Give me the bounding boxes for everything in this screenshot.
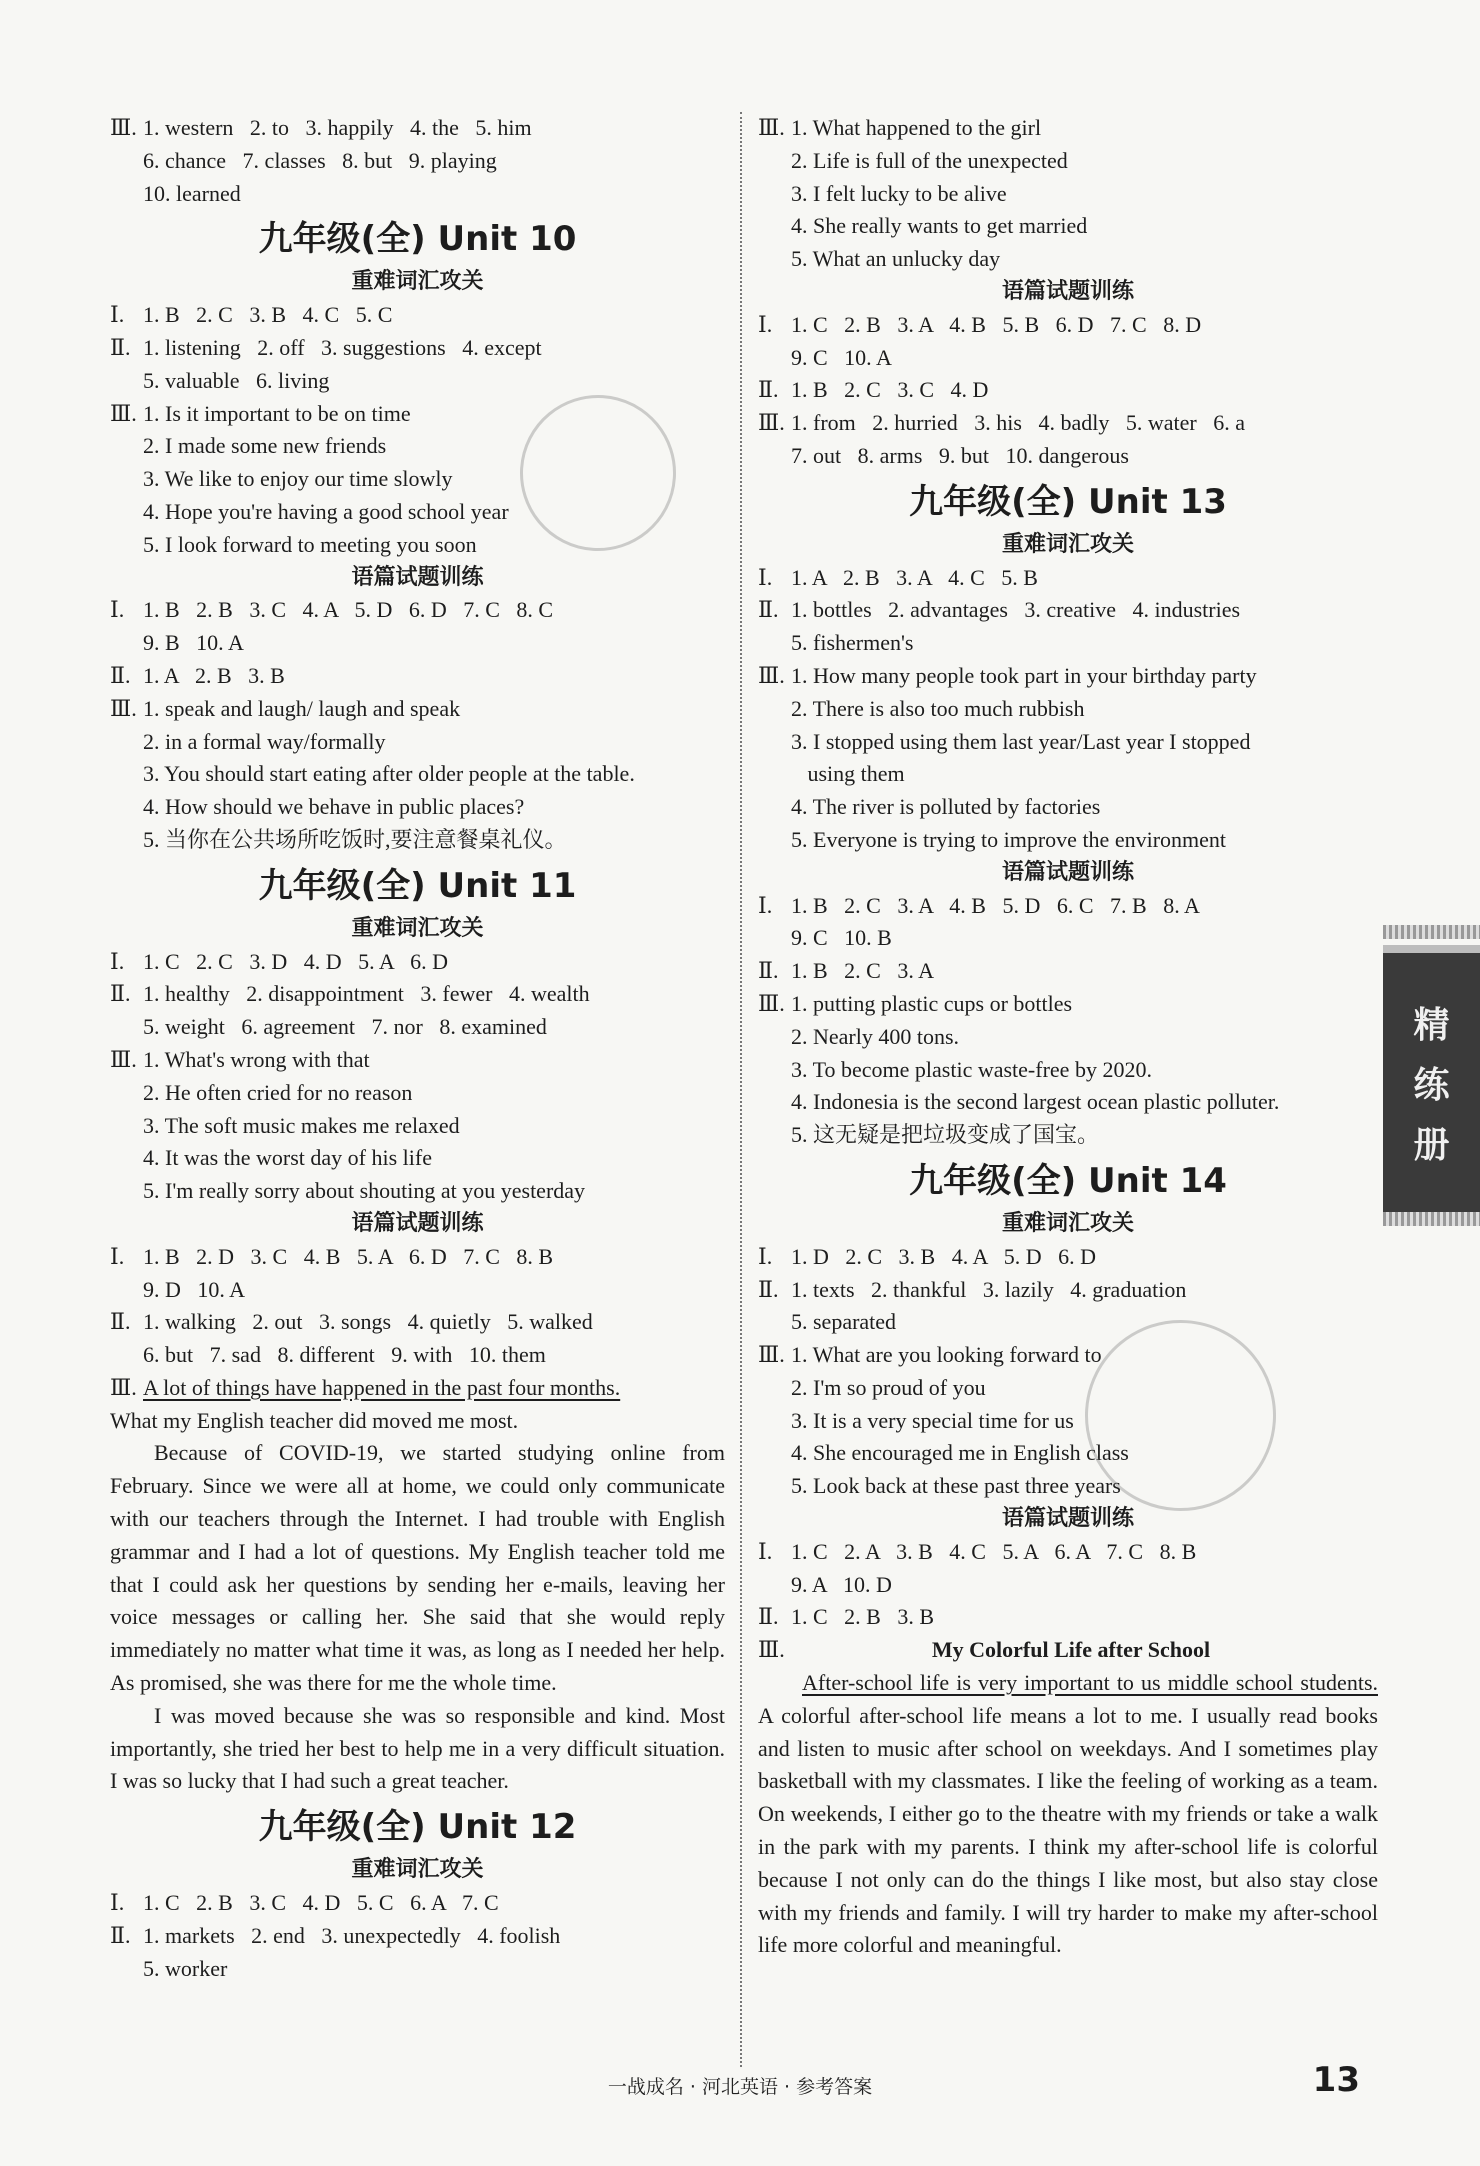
answer-line xyxy=(758,374,1378,407)
answer-text: 2. I'm so proud of you xyxy=(791,1374,986,1400)
unit13-vocab-title: 重难词汇攻关 xyxy=(1001,531,1134,557)
section-marker: Ⅲ. xyxy=(110,695,137,721)
answer-line xyxy=(110,1044,725,1077)
answer-line xyxy=(110,1011,725,1044)
unit10-reading-title: 语篇试题训练 xyxy=(351,564,484,590)
section-marker: Ⅱ. xyxy=(110,662,131,688)
answer-line xyxy=(110,1306,725,1339)
answer-text: 3. The soft music makes me relaxed xyxy=(143,1112,460,1138)
unit10-vocab-title: 重难词汇攻关 xyxy=(351,269,484,295)
answer-text: 5. Look back at these past three years xyxy=(791,1473,1121,1499)
answer-text: 5. I'm really sorry about shouting at you yesterday xyxy=(143,1178,586,1204)
unit11-vocab-title: 重难词汇攻关 xyxy=(351,915,484,941)
unit11-essay-p3: I was moved because she was so responsible and kind. Most importantly, she tried her best to help me in a very difficult situation. I was so lucky that I had such a great teacher. xyxy=(110,1702,725,1794)
answer-line xyxy=(758,1470,1378,1503)
left-column xyxy=(110,112,725,1985)
answer-line xyxy=(758,594,1378,627)
answer-line xyxy=(758,1569,1378,1602)
section-marker: Ⅱ. xyxy=(758,958,779,984)
answer-text: 9. D 10. A xyxy=(143,1276,246,1302)
section-marker: Ⅰ. xyxy=(758,892,773,918)
unit14-vocab-title: 重难词汇攻关 xyxy=(1001,1210,1134,1236)
section-marker: Ⅱ. xyxy=(758,1604,779,1630)
answer-line xyxy=(758,1241,1378,1274)
essay-body: A colorful after-school life means a lot to me. I usually read books and listen to music after school on weekdays. And I sometimes play basketball with my classmates. I like the feeling of working as a team. On weekends, I either go to the theatre with my friends or take a walk in the park with my parents. I think my after-school life is colorful because I not only can do the things I like most, but also stay close with my friends and family. I will try harder to make my after-school life more colorful and meaningful. xyxy=(758,1702,1378,1958)
unit11-essay-p1: What my English teacher did moved me most. xyxy=(110,1407,519,1433)
unit14-reading xyxy=(758,1536,1378,1634)
unit12-vocab-cont xyxy=(758,112,1378,276)
answer-text: 6. but 7. sad 8. different 9. with 10. them xyxy=(143,1342,546,1368)
answer-line xyxy=(110,1274,725,1307)
answer-text: 3. You should start eating after older people at the table. xyxy=(143,761,635,787)
answer-text: 1. Is it important to be on time xyxy=(143,400,411,426)
answer-text: 1. markets 2. end 3. unexpectedly 4. foolish xyxy=(143,1922,561,1948)
answer-line xyxy=(110,1241,725,1274)
answer-line xyxy=(758,210,1378,243)
answer-text: 3. We like to enjoy our time slowly xyxy=(143,466,453,492)
answer-line xyxy=(110,1110,725,1143)
section-marker: Ⅰ. xyxy=(758,1243,773,1269)
essay-title: My Colorful Life after School xyxy=(931,1637,1211,1663)
answer-text: 3. I stopped using them last year/Last year I stopped xyxy=(791,728,1251,754)
answer-text: 9. A 10. D xyxy=(791,1571,892,1597)
answer-line xyxy=(758,1021,1378,1054)
answer-text: 1. B 2. B 3. C 4. A 5. D 6. D 7. C 8. C xyxy=(143,597,554,623)
unit11-title: 九年级(全) Unit 11 xyxy=(258,865,577,906)
side-tab-char: 精 xyxy=(1413,1004,1450,1046)
answer-line xyxy=(110,332,725,365)
answer-line xyxy=(110,693,725,726)
answer-line xyxy=(110,1887,725,1920)
answer-line xyxy=(110,791,725,824)
essay-topic-sentence: A lot of things have happened in the past four months. xyxy=(143,1374,621,1400)
answer-text: 7. out 8. arms 9. but 10. dangerous xyxy=(791,442,1129,468)
answer-line xyxy=(110,1953,725,1986)
answer-text: 3. It is a very special time for us xyxy=(791,1407,1074,1433)
answer-line xyxy=(110,365,725,398)
answer-line xyxy=(758,726,1378,759)
column-divider xyxy=(740,112,742,2067)
unit14-essay xyxy=(758,1667,1378,1962)
unit10-reading xyxy=(110,594,725,856)
answer-text: 4. The river is polluted by factories xyxy=(791,794,1101,820)
answer-text: 4. How should we behave in public places? xyxy=(143,794,525,820)
answer-text: 1. listening 2. off 3. suggestions 4. except xyxy=(143,334,542,360)
answer-text: 5. valuable 6. living xyxy=(143,367,330,393)
section-marker: Ⅲ. xyxy=(758,1342,785,1368)
answer-text: 4. Hope you're having a good school year xyxy=(143,498,509,524)
answer-text: 4. She encouraged me in English class xyxy=(791,1440,1129,1466)
answer-line xyxy=(110,1175,725,1208)
answer-text: 6. chance 7. classes 8. but 9. playing xyxy=(143,147,497,173)
answer-text: 1. B 2. C 3. B 4. C 5. C xyxy=(143,302,393,328)
answer-text: 5. fishermen's xyxy=(791,630,914,656)
unit9-tail xyxy=(110,112,725,210)
answer-line xyxy=(758,988,1378,1021)
answer-line xyxy=(110,1077,725,1110)
answer-text: 1. What are you looking forward to xyxy=(791,1342,1102,1368)
answer-line xyxy=(758,342,1378,375)
answer-text: 10. learned xyxy=(143,180,241,206)
tab-stripe xyxy=(1383,925,1480,939)
unit13-reading xyxy=(758,890,1378,1152)
answer-line xyxy=(758,112,1378,145)
answer-text: 1. D 2. C 3. B 4. A 5. D 6. D xyxy=(791,1243,1096,1269)
section-marker: Ⅱ. xyxy=(758,377,779,403)
answer-text: 2. Nearly 400 tons. xyxy=(791,1023,960,1049)
answer-text: 1. What happened to the girl xyxy=(791,115,1042,140)
section-marker: Ⅲ. xyxy=(110,400,137,426)
answer-line xyxy=(758,178,1378,211)
answer-text: 5. 这无疑是把垃圾变成了国宝。 xyxy=(791,1122,1100,1148)
answer-text: 1. western 2. to 3. happily 4. the 5. him xyxy=(143,115,532,140)
section-marker: Ⅰ. xyxy=(758,311,773,337)
unit12-vocab-title: 重难词汇攻关 xyxy=(351,1857,484,1883)
answer-text: 1. speak and laugh/ laugh and speak xyxy=(143,695,461,721)
answer-line xyxy=(110,824,725,857)
unit11-vocab xyxy=(110,946,725,1208)
section-marker: Ⅰ. xyxy=(110,302,125,328)
answer-text: 1. walking 2. out 3. songs 4. quietly 5. walked xyxy=(143,1309,593,1335)
answer-line xyxy=(110,1142,725,1175)
answer-line xyxy=(758,1086,1378,1119)
answer-text: 1. What's wrong with that xyxy=(143,1046,370,1072)
answer-text: 4. She really wants to get married xyxy=(791,213,1088,239)
answer-text: 4. It was the worst day of his life xyxy=(143,1145,432,1171)
answer-text: 9. C 10. B xyxy=(791,925,892,951)
answer-line xyxy=(110,1920,725,1953)
section-marker: Ⅱ. xyxy=(110,334,131,360)
section-marker: Ⅱ. xyxy=(110,981,131,1007)
answer-line xyxy=(758,1405,1378,1438)
answer-line xyxy=(758,1339,1378,1372)
answer-text: 1. C 2. A 3. B 4. C 5. A 6. A 7. C 8. B xyxy=(791,1538,1197,1564)
side-tab xyxy=(1383,945,1480,1226)
answer-text: 1. bottles 2. advantages 3. creative 4. industries xyxy=(791,597,1241,623)
answer-text: 5. separated xyxy=(791,1309,897,1335)
answer-text: 1. from 2. hurried 3. his 4. badly 5. water 6. a xyxy=(791,410,1245,436)
answer-line xyxy=(758,758,1378,791)
answer-text: 5. 当你在公共场所吃饭时,要注意餐桌礼仪。 xyxy=(143,826,567,852)
answer-line xyxy=(110,1339,725,1372)
answer-line xyxy=(110,112,725,145)
page-footer: 一战成名 · 河北英语 · 参考答案 xyxy=(607,2076,873,2098)
answer-line xyxy=(758,1054,1378,1087)
answer-text: 2. He often cried for no reason xyxy=(143,1079,413,1105)
section-marker: Ⅱ. xyxy=(110,1922,131,1948)
section-marker: Ⅱ. xyxy=(110,1309,131,1335)
answer-line xyxy=(758,1437,1378,1470)
answer-text: 1. healthy 2. disappointment 3. fewer 4. wealth xyxy=(143,981,590,1007)
answer-text: 1. How many people took part in your birthday party xyxy=(791,662,1257,688)
answer-line xyxy=(758,1601,1378,1634)
section-marker: Ⅰ. xyxy=(758,564,773,590)
answer-line xyxy=(758,440,1378,473)
answer-text: 5. What an unlucky day xyxy=(791,246,1001,272)
answer-line xyxy=(758,627,1378,660)
answer-line xyxy=(758,1274,1378,1307)
answer-line xyxy=(758,243,1378,276)
essay-topic-sentence: After-school life is very important to us middle school students. xyxy=(802,1670,1378,1696)
unit11-reading-title: 语篇试题训练 xyxy=(351,1210,484,1236)
unit13-reading-title: 语篇试题训练 xyxy=(1001,859,1134,885)
answer-line xyxy=(758,660,1378,693)
unit12-title: 九年级(全) Unit 12 xyxy=(258,1807,577,1848)
unit13-title: 九年级(全) Unit 13 xyxy=(909,481,1227,522)
answer-text: 5. I look forward to meeting you soon xyxy=(143,531,477,557)
unit10-title: 九年级(全) Unit 10 xyxy=(258,219,577,260)
section-marker: Ⅰ. xyxy=(758,1538,773,1564)
answer-line xyxy=(758,1536,1378,1569)
answer-text: 1. B 2. D 3. C 4. B 5. A 6. D 7. C 8. B xyxy=(143,1243,554,1269)
tab-stripe xyxy=(1383,1212,1480,1226)
answer-text: 4. Indonesia is the second largest ocean plastic polluter. xyxy=(791,1089,1280,1115)
unit14-vocab xyxy=(758,1241,1378,1503)
answer-line xyxy=(758,309,1378,342)
unit14-essay-title-line xyxy=(758,1634,1378,1667)
answer-line xyxy=(110,758,725,791)
unit12-vocab xyxy=(110,1887,725,1985)
section-marker: Ⅱ. xyxy=(758,1276,779,1302)
answer-line xyxy=(758,824,1378,857)
answer-text: 2. There is also too much rubbish xyxy=(791,695,1085,721)
answer-text: 2. I made some new friends xyxy=(143,433,387,459)
unit11-essay-p2: Because of COVID-19, we started studying online from February. Since we were all at home, we could only communicate with our teachers through the Internet. I had trouble with English grammar and I had a lot of questions. My English teacher told me that I could ask her questions by sending her e-mails, leaving her voice messages or calling her. She said that she would reply immediately no matter what time it was, as long as I needed her help. As promised, she was there for me the whole time. xyxy=(110,1440,725,1696)
section-marker: Ⅲ. xyxy=(110,1374,137,1400)
section-marker: Ⅰ. xyxy=(110,1890,125,1916)
section-marker: Ⅰ. xyxy=(110,1243,125,1269)
answer-line xyxy=(758,922,1378,955)
side-tab-char: 册 xyxy=(1413,1124,1450,1166)
answer-line xyxy=(110,946,725,979)
answer-text: 1. texts 2. thankful 3. lazily 4. graduation xyxy=(791,1276,1187,1302)
answer-text: 1. C 2. B 3. C 4. D 5. C 6. A 7. C xyxy=(143,1890,499,1916)
answer-line xyxy=(758,693,1378,726)
answer-text: 1. putting plastic cups or bottles xyxy=(791,990,1073,1016)
section-marker: Ⅰ. xyxy=(110,948,125,974)
side-tab-char: 练 xyxy=(1413,1064,1450,1106)
answer-text: 1. C 2. B 3. B xyxy=(791,1604,935,1630)
answer-text: 2. Life is full of the unexpected xyxy=(791,147,1068,173)
answer-line xyxy=(110,178,725,211)
unit11-essay-first-line xyxy=(110,1372,725,1405)
answer-text: 1. C 2. C 3. D 4. D 5. A 6. D xyxy=(143,948,448,974)
section-marker: Ⅲ. xyxy=(110,1046,137,1072)
answer-text: 3. To become plastic waste-free by 2020. xyxy=(791,1056,1152,1082)
answer-text: 1. B 2. C 3. A xyxy=(791,958,935,984)
answer-line xyxy=(758,955,1378,988)
section-marker: Ⅱ. xyxy=(758,597,779,623)
answer-text: 9. B 10. A xyxy=(143,630,244,656)
answer-line xyxy=(758,562,1378,595)
unit14-reading-title: 语篇试题训练 xyxy=(1001,1506,1134,1532)
answer-text: 1. B 2. C 3. A 4. B 5. D 6. C 7. B 8. A xyxy=(791,892,1200,918)
answer-line xyxy=(110,660,725,693)
answer-line xyxy=(758,1119,1378,1152)
section-marker: Ⅲ. xyxy=(758,1637,785,1663)
answer-text: 1. A 2. B 3. A 4. C 5. B xyxy=(791,564,1038,590)
answer-line xyxy=(110,627,725,660)
section-marker: Ⅰ. xyxy=(110,597,125,623)
answer-line xyxy=(110,299,725,332)
section-marker: Ⅲ. xyxy=(758,115,785,140)
answer-line xyxy=(758,1306,1378,1339)
page-number: 13 xyxy=(1312,2060,1360,2100)
answer-line xyxy=(758,791,1378,824)
unit12-reading xyxy=(758,309,1378,473)
section-marker: Ⅲ. xyxy=(758,990,785,1016)
answer-text: 5. Everyone is trying to improve the environment xyxy=(791,826,1227,852)
answer-text: 2. in a formal way/formally xyxy=(143,728,386,754)
answer-line xyxy=(758,890,1378,923)
answer-text: 5. worker xyxy=(143,1955,228,1981)
answer-line xyxy=(110,978,725,1011)
unit12-reading-title: 语篇试题训练 xyxy=(1001,278,1134,304)
unit14-title: 九年级(全) Unit 14 xyxy=(909,1160,1227,1201)
answer-line xyxy=(110,726,725,759)
answer-text: 1. A 2. B 3. B xyxy=(143,662,285,688)
answer-line xyxy=(758,145,1378,178)
answer-text: using them xyxy=(791,761,905,787)
answer-text: 5. weight 6. agreement 7. nor 8. examined xyxy=(143,1014,547,1040)
unit11-reading xyxy=(110,1241,725,1372)
answer-text: 3. I felt lucky to be alive xyxy=(791,180,1007,206)
section-marker: Ⅲ. xyxy=(758,410,785,436)
answer-line xyxy=(110,594,725,627)
answer-text: 9. C 10. A xyxy=(791,344,892,370)
section-marker: Ⅲ. xyxy=(758,662,785,688)
answer-text: 1. C 2. B 3. A 4. B 5. B 6. D 7. C 8. D xyxy=(791,311,1202,337)
unit13-vocab xyxy=(758,562,1378,857)
answer-text: 1. B 2. C 3. C 4. D xyxy=(791,377,989,403)
answer-line xyxy=(758,1372,1378,1405)
right-column xyxy=(758,112,1378,1962)
answer-line xyxy=(110,145,725,178)
section-marker: Ⅲ. xyxy=(110,115,137,140)
answer-line xyxy=(758,407,1378,440)
